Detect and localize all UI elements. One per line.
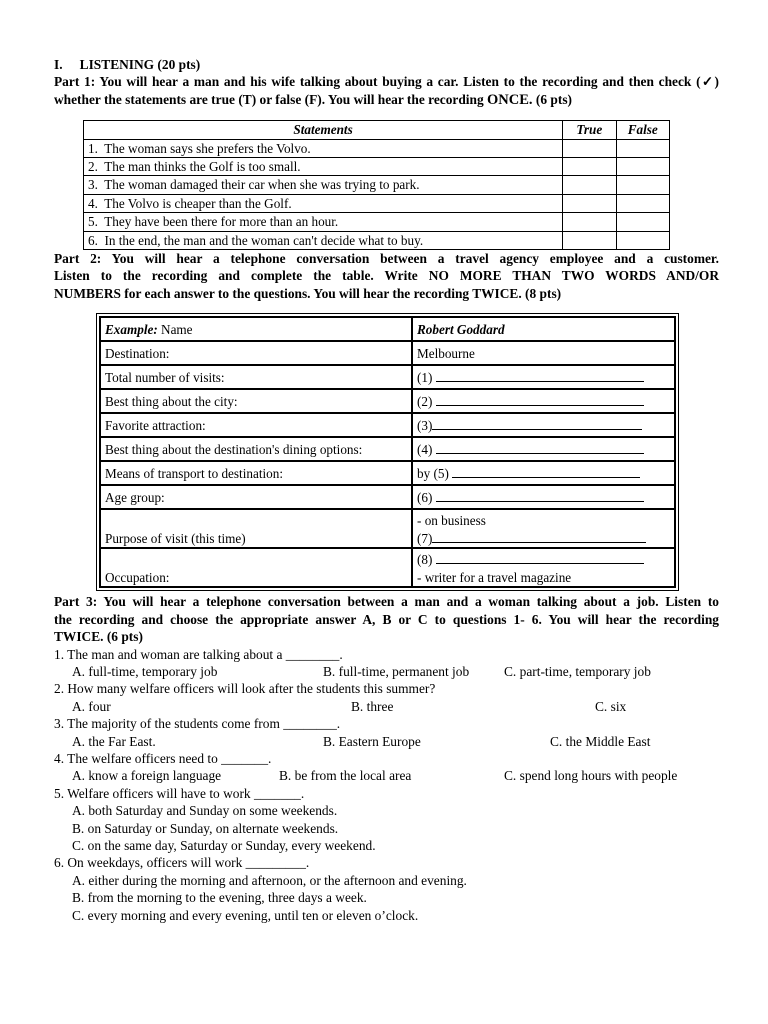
part1-header-row (84, 121, 670, 139)
table-row (100, 485, 675, 509)
option-b[interactable]: B. on Saturday or Sunday, on alternate weekends. (72, 820, 339, 836)
question-5 (54, 785, 719, 855)
option-a[interactable]: A. either during the morning and afternoon, or the afternoon and evening. (72, 872, 467, 888)
statement-text: They have been there for more than an hour. (104, 214, 339, 230)
example-row (100, 317, 675, 341)
option-a[interactable]: A. four (72, 698, 111, 714)
answer-number: (4) (417, 441, 433, 457)
option-c[interactable]: C. six (595, 698, 627, 714)
statement-text: The Volvo is cheaper than the Golf. (104, 195, 292, 211)
table-row (84, 194, 670, 212)
answer-cell-8[interactable] (412, 548, 675, 587)
part1-pts: (6 pts) (535, 91, 572, 107)
statement-text: The woman damaged their car when she was trying to park. (104, 177, 420, 193)
answer-number: (6) (417, 489, 433, 505)
table-row (84, 231, 670, 249)
row-label: Total number of visits: (100, 365, 412, 389)
table-row (84, 213, 670, 231)
table-row (100, 341, 675, 365)
part1-once: ONCE. (487, 91, 533, 108)
question-1 (54, 646, 719, 681)
false-checkbox-cell[interactable] (616, 176, 669, 194)
question-4 (54, 750, 719, 785)
answer-blank-6[interactable] (436, 489, 644, 502)
option-c[interactable]: C. every morning and every evening, until ten or eleven o’clock. (72, 907, 419, 923)
row-label: Means of transport to destination: (100, 461, 412, 485)
table-row (84, 158, 670, 176)
row-label: Best thing about the city: (100, 389, 412, 413)
option-b[interactable]: B. full-time, permanent job (323, 663, 470, 679)
answer-blank-3[interactable] (432, 417, 642, 430)
statement-cell (84, 176, 563, 194)
statement-number: 2. (88, 159, 98, 175)
question-6 (54, 854, 719, 924)
part2-table (99, 316, 676, 588)
option-a[interactable]: A. know a foreign language (72, 768, 222, 784)
part3-line2: the recording and choose the appropriate answer A, B or C to questions 1- 6. You will hear the recording (54, 611, 719, 627)
example-field: Name (161, 321, 193, 337)
question-text: 6. On weekdays, officers will work _________. (54, 855, 310, 871)
statement-cell (84, 231, 563, 249)
true-checkbox-cell[interactable] (563, 231, 616, 249)
row-label: Best thing about the destination's dining options: (100, 437, 412, 461)
part2-line1: Part 2: You will hear a telephone conversation between a travel agency employee and a customer. (54, 251, 719, 267)
false-checkbox-cell[interactable] (616, 139, 669, 157)
statement-text: The woman says she prefers the Volvo. (104, 140, 311, 156)
answer-number: (3) (417, 417, 433, 433)
row-label: Destination: (100, 341, 412, 365)
question-text: 5. Welfare officers will have to work _______. (54, 785, 305, 801)
answer-number: (2) (417, 393, 433, 409)
table-row (100, 548, 675, 587)
false-checkbox-cell[interactable] (616, 213, 669, 231)
header-statements: Statements (84, 121, 563, 139)
true-checkbox-cell[interactable] (563, 139, 616, 157)
table-row (100, 389, 675, 413)
table-row (100, 413, 675, 437)
option-b[interactable]: B. Eastern Europe (323, 733, 421, 749)
row-value: Melbourne (412, 341, 675, 365)
answer-blank-7[interactable] (432, 530, 646, 543)
worksheet-page (54, 56, 719, 924)
part3-line1: Part 3: You will hear a telephone conversation between a man and a woman talking about a job. Listen to (54, 594, 719, 610)
option-c[interactable]: C. part-time, temporary job (504, 663, 651, 679)
example-value: Robert Goddard (417, 321, 505, 337)
options-row (72, 767, 719, 784)
table-row (100, 437, 675, 461)
false-checkbox-cell[interactable] (616, 194, 669, 212)
table-row (100, 365, 675, 389)
header-true: True (563, 121, 616, 139)
part1-table (83, 120, 670, 250)
answer-cell-5[interactable] (412, 461, 675, 485)
part2-line2: Listen to the recording and complete the table. Write NO MORE THAN TWO WORDS AND/OR (54, 268, 719, 284)
row-label: Occupation: (100, 548, 412, 587)
statement-number: 1. (88, 140, 98, 156)
part2-table-frame (96, 313, 679, 591)
question-text: 4. The welfare officers need to _______. (54, 750, 272, 766)
answer-blank-4[interactable] (436, 441, 644, 454)
question-text: 2. How many welfare officers will look after the students this summer? (54, 681, 436, 697)
statement-number: 4. (88, 195, 98, 211)
statement-cell (84, 213, 563, 231)
row-label: Favorite attraction: (100, 413, 412, 437)
statement-number: 5. (88, 214, 98, 230)
table-row (84, 139, 670, 157)
answer-number: (8) (417, 552, 433, 568)
answer-number: by (5) (417, 465, 449, 481)
part3-line3: TWICE. (6 pts) (54, 629, 143, 645)
example-label-cell (100, 317, 412, 341)
true-checkbox-cell[interactable] (563, 194, 616, 212)
question-2 (54, 680, 719, 715)
part1-instruction (54, 73, 719, 109)
statement-text: The man thinks the Golf is too small. (104, 159, 301, 175)
part1-instruction-text: Part 1: You will hear a man and his wife talking about buying a car. Listen to the recording and then check (✓) whether the statements are true (T) or false (F). You will hear the recording (54, 74, 719, 107)
true-checkbox-cell[interactable] (563, 158, 616, 176)
answer-blank-2[interactable] (436, 393, 644, 406)
option-c[interactable]: C. the Middle East (550, 733, 651, 749)
false-checkbox-cell[interactable] (616, 231, 669, 249)
true-checkbox-cell[interactable] (563, 213, 616, 231)
table-row (100, 509, 675, 548)
answer-number: (1) (417, 369, 433, 385)
options-row (72, 733, 719, 750)
answer-blank-5[interactable] (452, 465, 640, 478)
statement-number: 3. (88, 177, 98, 193)
option-b[interactable]: B. be from the local area (279, 768, 412, 784)
answer-cell-7[interactable] (412, 509, 675, 548)
option-b[interactable]: B. from the morning to the evening, three days a week. (72, 890, 367, 906)
answer-blank-8[interactable] (436, 551, 644, 564)
part2-line3: NUMBERS for each answer to the questions. You will hear the recording TWICE. (8 pts) (54, 285, 562, 301)
part2-instruction (54, 250, 719, 302)
table-row (100, 461, 675, 485)
statement-cell (84, 194, 563, 212)
answer-blank-1[interactable] (436, 369, 644, 382)
answer-cell-2[interactable] (412, 389, 675, 413)
answer-cell-3[interactable] (412, 413, 675, 437)
table-row (84, 176, 670, 194)
question-3 (54, 715, 719, 750)
statement-text: In the end, the man and the woman can't decide what to buy. (104, 232, 424, 248)
option-c[interactable]: C. on the same day, Saturday or Sunday, every weekend. (72, 837, 376, 853)
question-text: 3. The majority of the students come from ________. (54, 716, 341, 732)
answer-cell-1[interactable] (412, 365, 675, 389)
row-label: Age group: (100, 485, 412, 509)
statement-cell (84, 139, 563, 157)
option-a[interactable]: A. both Saturday and Sunday on some weekends. (72, 803, 338, 819)
option-b[interactable]: B. three (351, 698, 394, 714)
header-false: False (616, 121, 669, 139)
answer-number: (7) (417, 530, 433, 546)
false-checkbox-cell[interactable] (616, 158, 669, 176)
question-text: 1. The man and woman are talking about a ________. (54, 646, 343, 662)
section-title: I.   LISTENING (20 pts) (54, 57, 201, 72)
example-value-cell (412, 317, 675, 341)
occupation-known: - writer for a travel magazine (417, 569, 572, 585)
option-a[interactable]: A. full-time, temporary job (72, 663, 218, 679)
statement-number: 6. (88, 232, 98, 248)
part3-instruction (54, 593, 719, 645)
options-row (72, 663, 719, 680)
true-checkbox-cell[interactable] (563, 176, 616, 194)
option-c[interactable]: C. spend long hours with people (504, 768, 678, 784)
answer-cell-6[interactable] (412, 485, 675, 509)
purpose-known: - on business (417, 513, 486, 529)
example-label: Example: (105, 321, 158, 337)
statement-cell (84, 158, 563, 176)
options-row (72, 698, 719, 715)
answer-cell-4[interactable] (412, 437, 675, 461)
row-label: Purpose of visit (this time) (100, 509, 412, 548)
option-a[interactable]: A. the Far East. (72, 733, 156, 749)
